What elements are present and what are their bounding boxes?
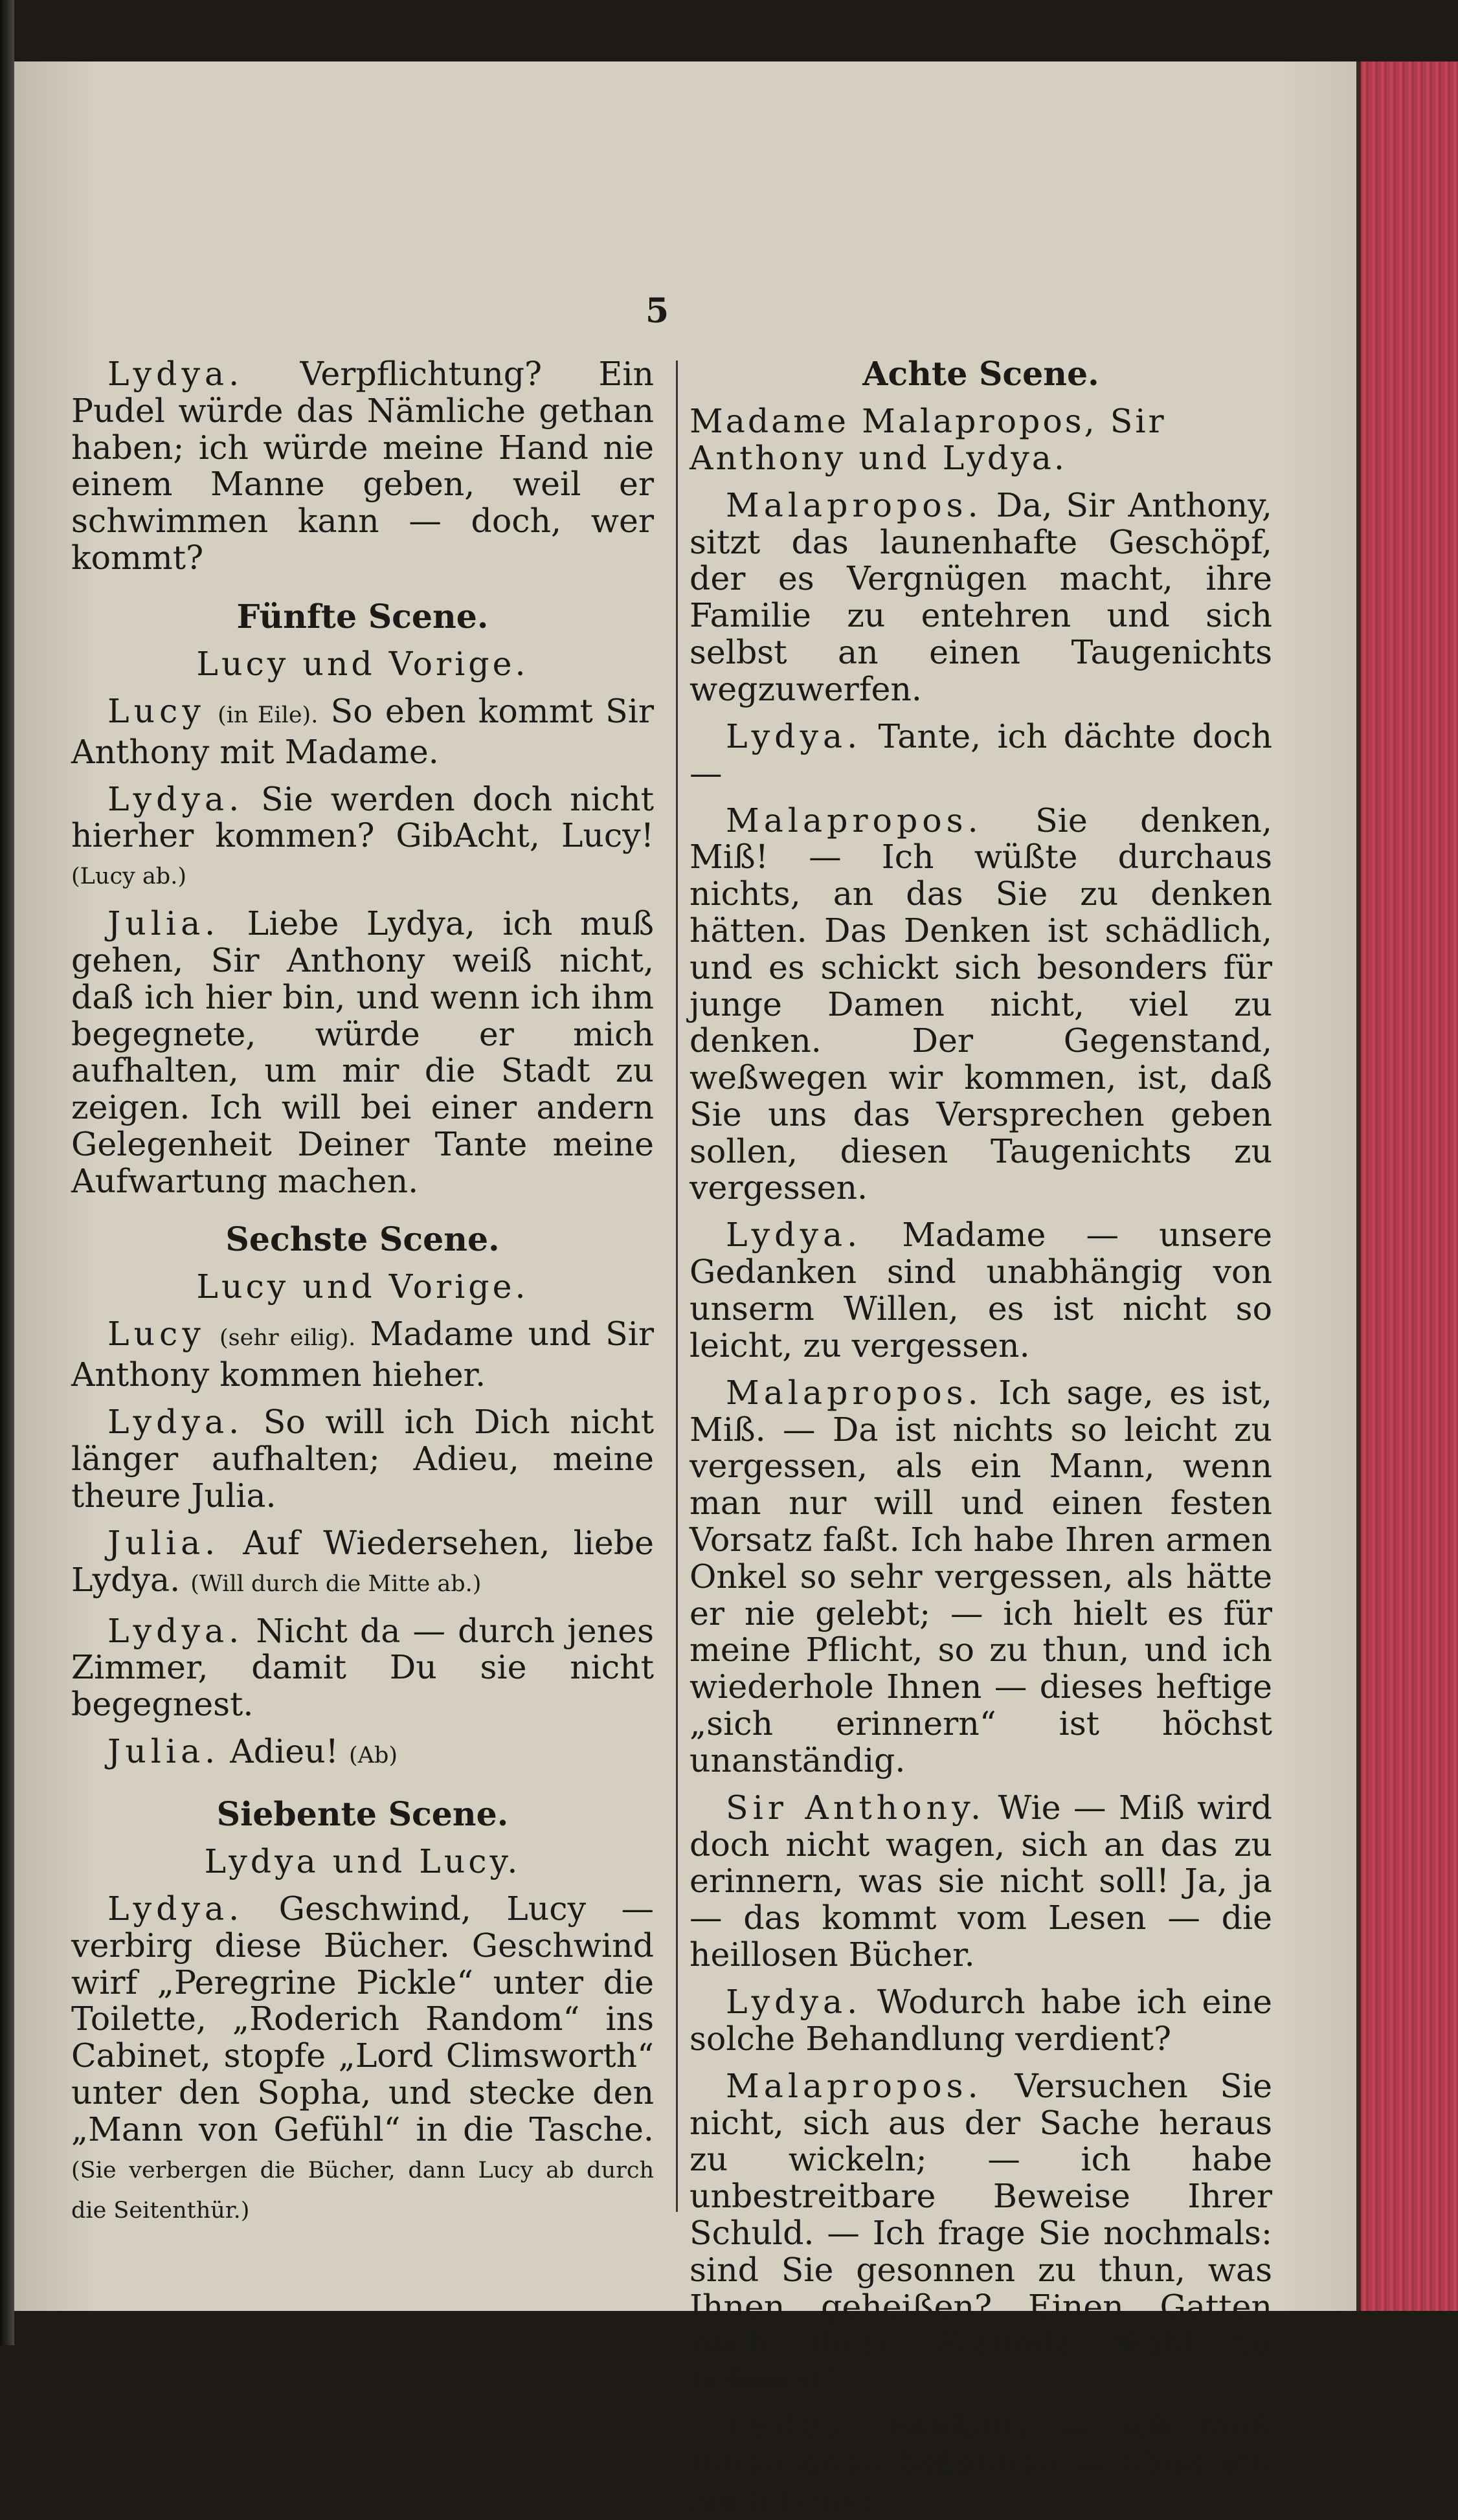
speaker-name: Lydya. — [107, 1403, 244, 1442]
stage-direction: (Sie verbergen die Bücher, dann Lucy ab durch die Seitenthür.) — [71, 2157, 654, 2224]
speech-paragraph — [71, 693, 654, 771]
speech-paragraph — [71, 1891, 654, 2229]
speech-paragraph — [71, 1316, 654, 1394]
speech-text: Nicht da — durch jenes Zimmer, damit Du sie nicht begegnest. — [71, 1611, 654, 1724]
speech-text: So will ich Dich nicht länger aufhalten; Adieu, meine theure Julia. — [71, 1403, 654, 1515]
speaker-name: Lydya. — [107, 355, 244, 393]
speaker-name: Sir Anthony. — [726, 1788, 985, 1827]
speaker-name: Lucy — [107, 1315, 205, 1354]
speech-text: Ich sage, es ist, Miß. — Da ist nichts so leicht zu vergessen, als ein Mann, wenn man nur will und einen festen Vorsatz faßt. Ich habe Ihren armen Onkel so sehr vergessen, als hätte er nie gelebt; — ich hielt es für meine Pflicht, so zu thun, und ich wiederhole Ihnen — dieses heftige „sich erinnern“ ist höchst unanständig. — [690, 1373, 1272, 1779]
speaker-name: Julia. — [107, 904, 220, 943]
speech-paragraph — [71, 1734, 654, 1774]
speaker-name: Lydya. — [107, 1611, 244, 1650]
speech-paragraph — [690, 487, 1272, 708]
book-binding-left — [0, 0, 14, 2345]
scene-heading: Achte Scene. — [862, 355, 1099, 393]
speech-text: Liebe Lydya, ich muß gehen, Sir Anthony weiß nicht, daß ich hier bin, und wenn ich ihm begegnete, würde er mich aufhalten, um mir die Stadt zu zeigen. Ich will bei einer andern Gelegenheit Deiner Tante meine Aufwartung machen. — [71, 904, 654, 1200]
speaker-name: Malapropos. — [726, 485, 983, 524]
speech-text: Versuchen Sie nicht, sich aus der Sache heraus zu wickeln; — ich habe unbestreitbare Beweise Ihrer Schuld. — Ich frage Sie nochmals: sind Sie gesonnen zu thun, was Ihnen geheißen? Einen Gatten nach Ihrer Freunde Wahl zu nehmen? — [690, 2066, 1272, 2400]
scene-heading: Sechste Scene. — [225, 1220, 500, 1259]
speech-text: Verpflichtung? Ein Pudel würde das Nämliche gethan haben; ich würde meine Hand nie einem Manne geben, weil er schwimmen kann — doch, wer kommt? — [71, 355, 654, 577]
speech-paragraph — [71, 1613, 654, 1723]
text-column-right — [690, 356, 1272, 2520]
speaker-name: Lydya. — [726, 2408, 862, 2447]
speech-text: Auf Wiedersehen, liebe Lydya. — [71, 1523, 655, 1599]
speaker-name: Malapropos. — [726, 1373, 983, 1412]
book-page — [14, 61, 1361, 2520]
speech-text: Madame — unsere Gedanken sind unabhängig von unserm Willen, es ist nicht so leicht, zu vergessen. — [690, 1216, 1272, 1365]
speech-text: Adieu! — [230, 1732, 339, 1771]
scene-cast: Lydya und Lucy. — [204, 1842, 521, 1880]
page-number: 5 — [645, 291, 669, 331]
speech-paragraph — [71, 1404, 654, 1514]
stage-direction: (in Eile). — [218, 702, 319, 728]
speech-text: Geschwind, Lucy — verbirg diese Bücher. Geschwind wirf „Peregrine Pickle“ unter die Toilette, „Roderich Random“ ins Cabinet, stopfe „Lord Climsworth“ unter den Sopha, und stecke den „Mann von Gefühl“ in die Tasche. — [71, 1889, 654, 2148]
speaker-name: Lydya. — [107, 779, 244, 818]
speaker-name: Lucy — [107, 691, 205, 730]
speaker-name: Lydya. — [726, 1216, 862, 1254]
stage-direction: (sehr eilig). — [219, 1325, 356, 1352]
speech-paragraph — [690, 2068, 1272, 2399]
speaker-name: Lydya. — [726, 717, 862, 755]
speaker-name: Julia. — [107, 1732, 220, 1771]
book-cover-edge — [1361, 61, 1458, 2311]
speaker-name: Lydya. — [107, 1889, 244, 1928]
speaker-name: Lydya. — [726, 1982, 862, 2021]
scene-heading: Fünfte Scene. — [236, 597, 489, 636]
speaker-name: Malapropos. — [726, 801, 983, 840]
speech-text: Tante, ich dächte doch — — [690, 717, 1272, 792]
speech-paragraph — [690, 1375, 1272, 1779]
speech-paragraph — [71, 906, 654, 1199]
speech-text: Sie denken, Miß! — Ich wüßte durchaus nichts, an das Sie zu denken hätten. Das Denken ist schädlich, und es schickt sich besonders für junge Damen nicht, viel zu denken. Der Gegenstand, weßwegen wir kommen, ist, daß Sie uns das Versprechen geben sollen, diesen Taugenichts zu vergessen. — [690, 801, 1272, 1207]
speech-text: Madame und Sir Anthony kommen hieher. — [71, 1315, 654, 1394]
speech-paragraph — [71, 356, 654, 577]
column-divider — [676, 361, 678, 2212]
speech-text: Wie — Miß wird doch nicht wagen, sich an das zu erinnern, was sie nicht soll! Ja, ja — das kommt vom Lesen — die heillosen Bücher. — [690, 1788, 1272, 1974]
stage-direction: (Lucy ab.) — [71, 864, 186, 890]
speech-paragraph — [690, 2409, 1272, 2519]
stage-direction: (Will durch die Mitte ab.) — [190, 1570, 482, 1597]
stage-direction: (Ab) — [349, 1743, 398, 1769]
speaker-name: Julia. — [107, 1523, 220, 1562]
speech-text: Da, Sir Anthony, sitzt das launenhafte Geschöpf, der es Vergnügen macht, ihre Familie zu entehren und sich selbst an einen Taugenichts wegzuwerfen. — [690, 485, 1272, 708]
speech-paragraph — [690, 719, 1272, 792]
speech-text: So eben kommt Sir Anthony mit Madame. — [71, 691, 654, 771]
speech-paragraph — [690, 1984, 1272, 2058]
speech-paragraph — [690, 1790, 1272, 1974]
speech-text: Wodurch habe ich eine solche Behandlung verdient? — [690, 1982, 1272, 2058]
speech-paragraph — [690, 1217, 1272, 1364]
text-column-left — [71, 356, 654, 2229]
scene-cast: Madame Malapropos, Sir Anthony und Lydya. — [690, 401, 1167, 477]
speech-text: Madame — ich muß Ihnen offen bekennen — hätte ich auch keine — [690, 2408, 1272, 2520]
speech-paragraph — [71, 781, 654, 895]
scene-cast: Lucy und Vorige. — [196, 1267, 529, 1306]
speech-paragraph — [690, 803, 1272, 1207]
speaker-name: Malapropos. — [726, 2066, 983, 2105]
speech-text: Sie werden doch nicht hierher kommen? GibAcht, Lucy! — [71, 779, 654, 855]
speech-paragraph — [71, 1525, 654, 1603]
scene-heading: Siebente Scene. — [216, 1794, 509, 1833]
scene-cast: Lucy und Vorige. — [196, 644, 529, 683]
